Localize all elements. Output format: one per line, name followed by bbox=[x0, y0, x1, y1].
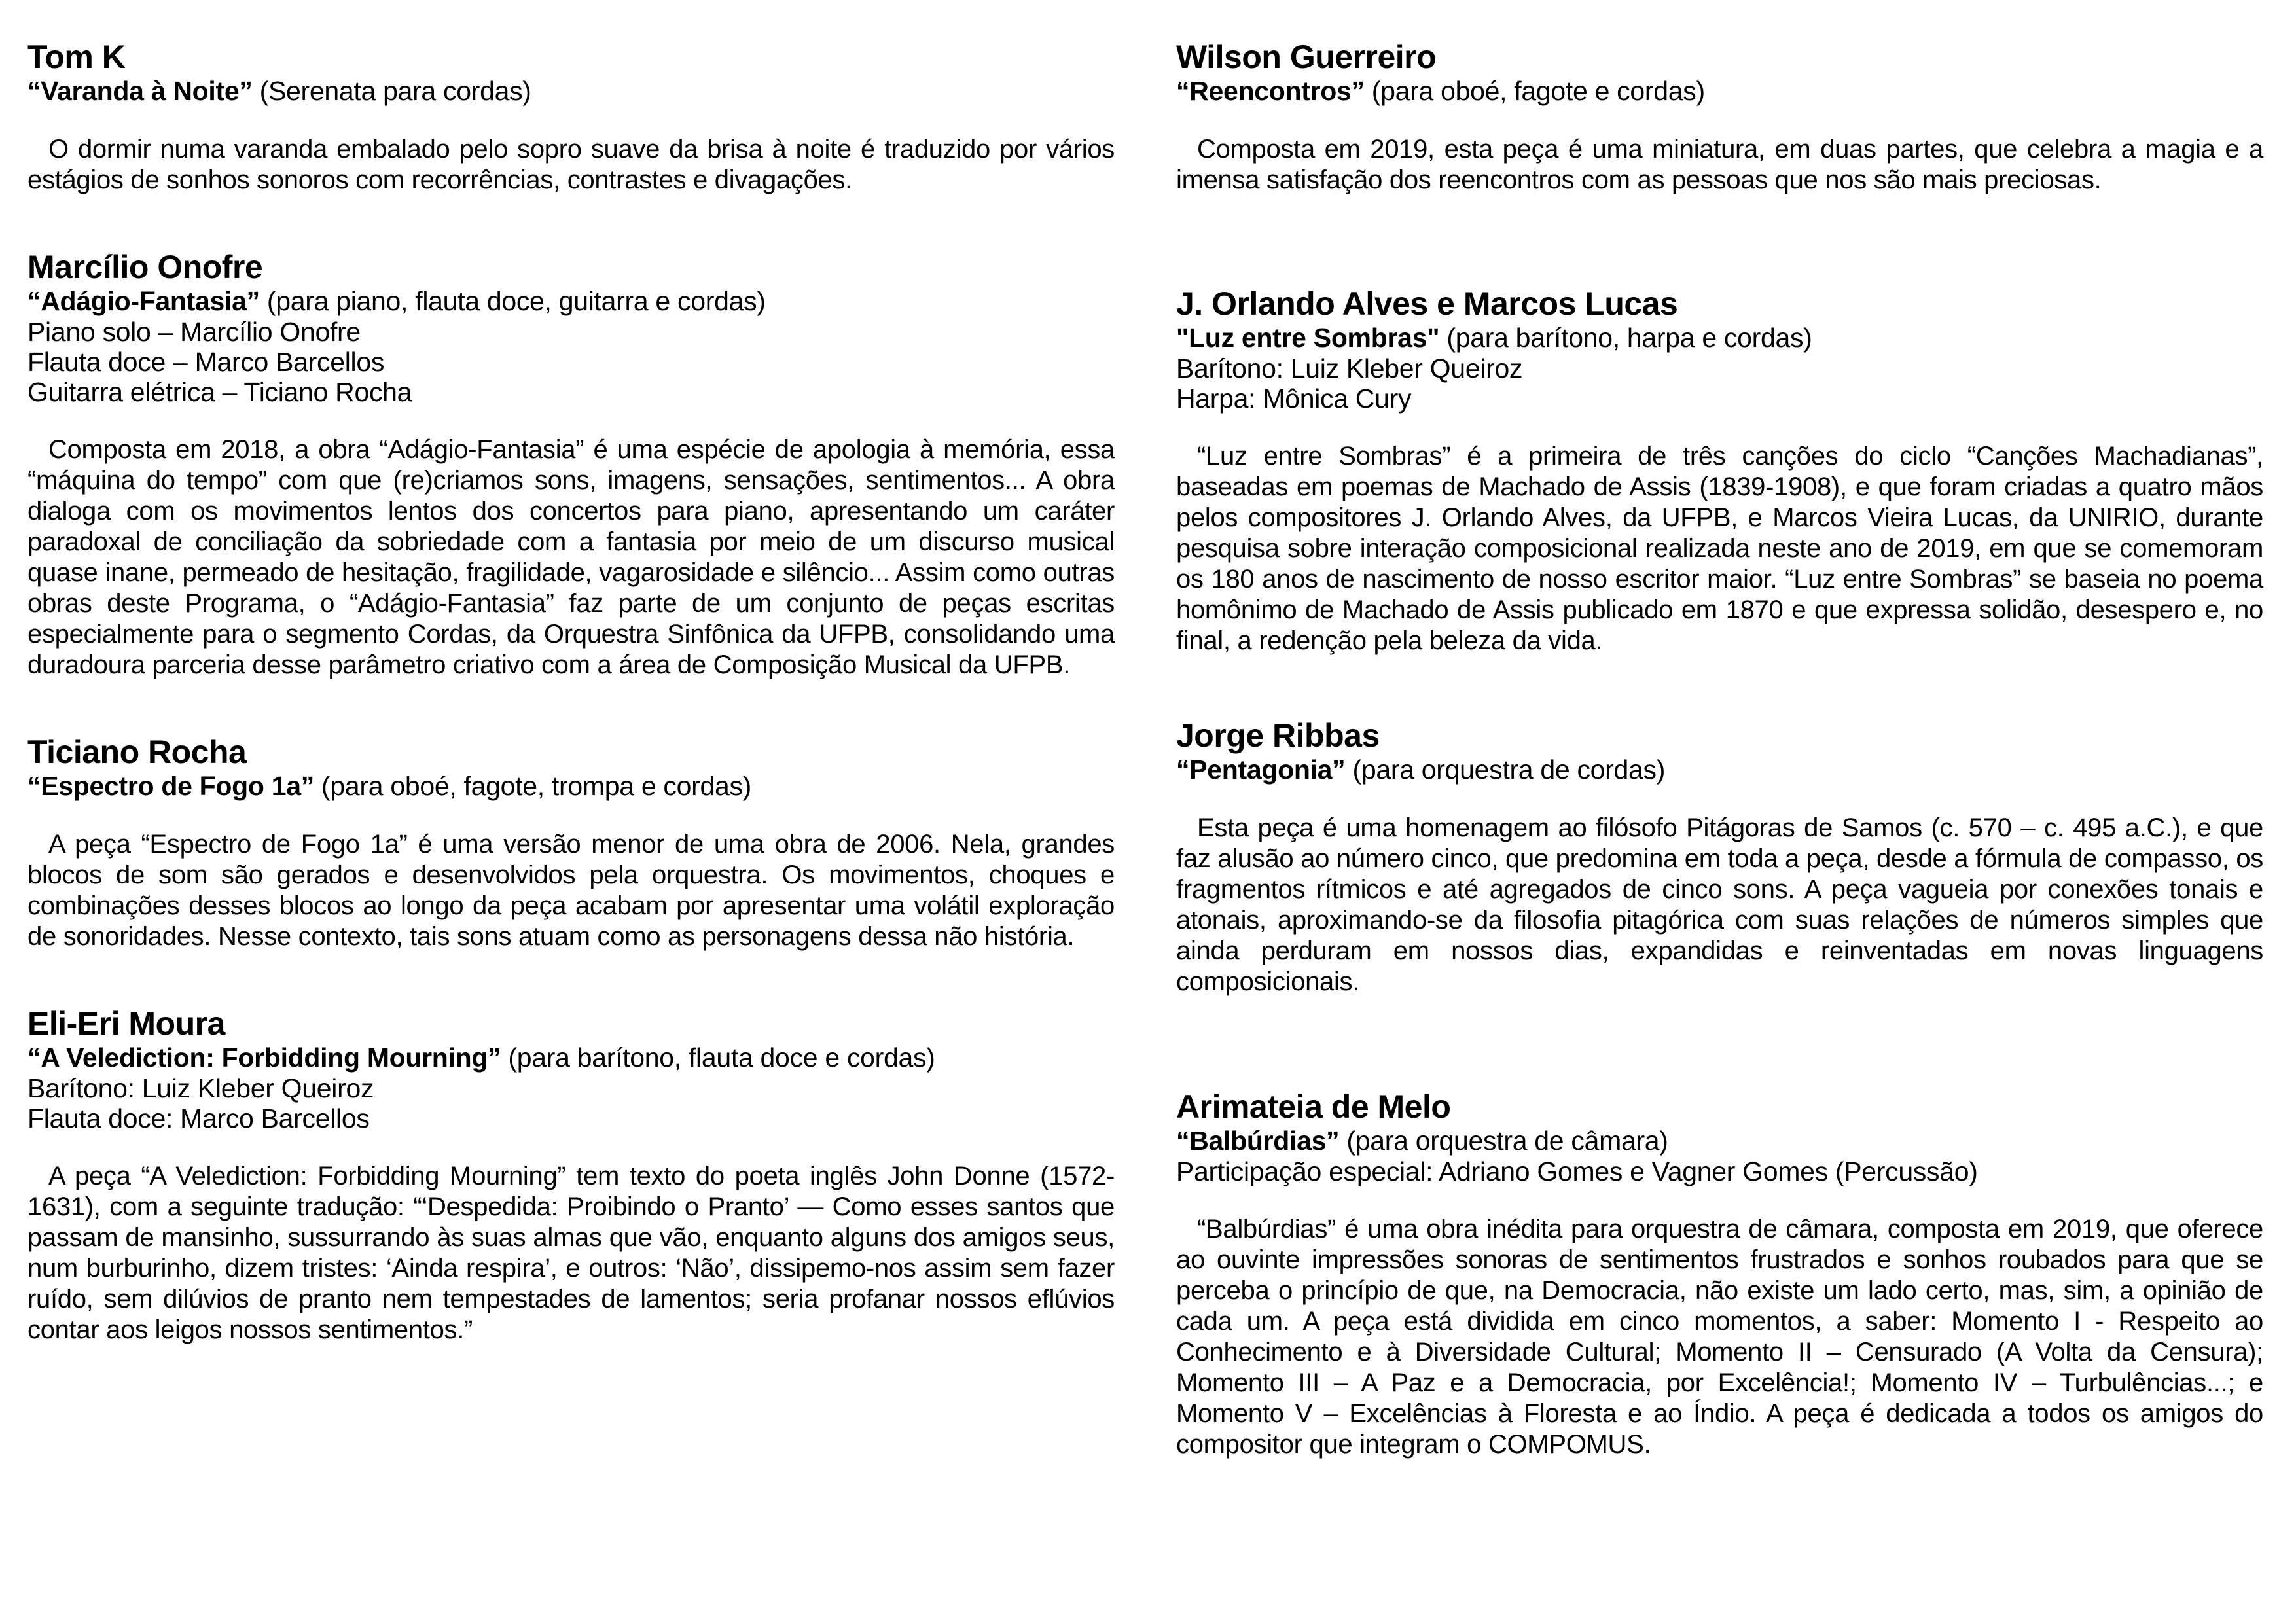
composer-name: Marcílio Onofre bbox=[27, 249, 263, 285]
piece-subtitle bbox=[27, 1043, 1115, 1073]
credit-line: Participação especial: Adriano Gomes e Vagner Gomes (Percussão) bbox=[1176, 1156, 1978, 1186]
composer-name: Jorge Ribbas bbox=[1176, 717, 1380, 754]
piece-description: A peça “Espectro de Fogo 1a” é uma versão menor de uma obra de 2006. Nela, grandes blocos de som são gerados e desenvolvidos pela orquestra. Os movimentos, choques e combinações desses blocos ao longo da peça acabam por apresentar uma volátil exploração de sonoridades. Nesse contexto, tais sons atuam como as personagens dessa não história. bbox=[27, 830, 1115, 951]
section-eli-eri-moura bbox=[27, 1005, 1115, 1346]
piece-description: O dormir numa varanda embalado pelo sopro suave da brisa à noite é traduzido por vários estágios de sonhos sonoros com recorrências, contrastes e divagações. bbox=[27, 135, 1115, 194]
left-column bbox=[27, 38, 1115, 1623]
piece-subtitle bbox=[27, 286, 1115, 317]
credit-line: Harpa: Mônica Cury bbox=[1176, 383, 1412, 414]
piece-title: “A Velediction: Forbidding Mourning” bbox=[27, 1043, 501, 1073]
piece-title: “Adágio-Fantasia” bbox=[27, 286, 260, 316]
piece-description: Composta em 2019, esta peça é uma miniatura, em duas partes, que celebra a magia e a imensa satisfação dos reencontros com as pessoas que nos são mais preciosas. bbox=[1176, 135, 2263, 194]
piece-title: “Balbúrdias” bbox=[1176, 1126, 1340, 1156]
piece-instrumentation: (para barítono, flauta doce e cordas) bbox=[501, 1043, 935, 1073]
piece-instrumentation: (para orquestra de câmara) bbox=[1339, 1126, 1668, 1156]
piece-description: “Balbúrdias” é uma obra inédita para orquestra de câmara, composta em 2019, que oferece ao ouvinte impressões sonoras de sentimentos frustrados e sonhos roubados para que se perceba o princípio de que, na Democracia, não existe um lado certo, mas, sim, a opinião de cada um. A peça está dividida em cinco momentos, a saber: Momento I - Respeito ao Conhecimento e à Diversidade Cultural; Momento II – Censurado (A Volta da Censura); Momento III – A Paz e a Democracia, por Excelência!; Momento IV – Turbulências...; e Momento V – Excelências à Floresta e ao Índio. A peça é dedicada a todos os amigos do compositor que integram o COMPOMUS. bbox=[1176, 1215, 2263, 1459]
section-ticiano-rocha bbox=[27, 733, 1115, 952]
section-arimateia-de-melo bbox=[1176, 1088, 2263, 1460]
section-tom-k bbox=[27, 38, 1115, 196]
piece-subtitle bbox=[27, 771, 1115, 802]
piece-title: “Espectro de Fogo 1a” bbox=[27, 771, 314, 801]
piece-subtitle bbox=[1176, 1126, 2263, 1156]
piece-instrumentation: (para barítono, harpa e cordas) bbox=[1439, 323, 1812, 353]
credit-line: Guitarra elétrica – Ticiano Rocha bbox=[27, 377, 412, 407]
piece-subtitle bbox=[1176, 755, 2263, 785]
composer-name: Arimateia de Melo bbox=[1176, 1088, 1451, 1125]
composer-name: Tom K bbox=[27, 39, 126, 75]
section-jorge-ribbas bbox=[1176, 717, 2263, 997]
section-marcilio-onofre bbox=[27, 248, 1115, 681]
piece-description: A peça “A Velediction: Forbidding Mourning” tem texto do poeta inglês John Donne (1572-1631), com a seguinte tradução: “‘Despedida: Proibindo o Pranto’ — Como esses santos que passam de mansinho, sussurrando às suas almas que vão, enquanto alguns dos amigos seus, num burburinho, dizem tristes: ‘Ainda respira’, e outros: ‘Não’, dissipemo-nos assim sem fazer ruído, sem dilúvios de pranto nem tempestades de lamentos; seria profanar nossos eflúvios contar aos leigos nossos sentimentos.” bbox=[27, 1162, 1115, 1344]
piece-description: “Luz entre Sombras” é a primeira de três canções do ciclo “Canções Machadianas”, baseadas em poemas de Machado de Assis (1839-1908), e que foram criadas a quatro mãos pelos compositores J. Orlando Alves, da UFPB, e Marcos Vieira Lucas, da UNIRIO, durante pesquisa sobre interação composicional realizada neste ano de 2019, em que se comemoram os 180 anos de nascimento de nosso escritor maior. “Luz entre Sombras” se baseia no poema homônimo de Machado de Assis publicado em 1870 e que expressa solidão, desespero e, no final, a redenção pela beleza da vida. bbox=[1176, 442, 2263, 655]
piece-description: Esta peça é uma homenagem ao filósofo Pitágoras de Samos (c. 570 – c. 495 a.C.), e que faz alusão ao número cinco, que predomina em toda a peça, desde a fórmula de compasso, os fragmentos rítmicos e até agregados de cinco sons. A peça vagueia por conexões tonais e atonais, aproximando-se da filosofia pitagórica com suas relações de números simples que ainda perduram em nossos dias, expandidas e reinventadas em novas linguagens composicionais. bbox=[1176, 813, 2263, 996]
composer-name: J. Orlando Alves e Marcos Lucas bbox=[1176, 285, 1678, 322]
piece-title: “Pentagonia” bbox=[1176, 755, 1346, 785]
section-wilson-guerreiro bbox=[1176, 38, 2263, 196]
credit-line: Flauta doce: Marco Barcellos bbox=[27, 1103, 370, 1133]
right-column bbox=[1176, 38, 2263, 1623]
piece-title: “Varanda à Noite” bbox=[27, 76, 253, 106]
credit-line: Piano solo – Marcílio Onofre bbox=[27, 317, 361, 347]
piece-instrumentation: (para oboé, fagote e cordas) bbox=[1364, 76, 1705, 106]
piece-subtitle bbox=[27, 76, 1115, 107]
piece-subtitle bbox=[1176, 323, 2263, 353]
piece-instrumentation: (para orquestra de cordas) bbox=[1345, 755, 1666, 785]
composer-name: Wilson Guerreiro bbox=[1176, 39, 1437, 75]
composer-name: Ticiano Rocha bbox=[27, 734, 247, 770]
credit-line: Barítono: Luiz Kleber Queiroz bbox=[27, 1073, 374, 1103]
piece-description: Composta em 2018, a obra “Adágio-Fantasia” é uma espécie de apologia à memória, essa “máquina do tempo” com que (re)criamos sons, imagens, sensações, sentimentos... A obra dialoga com os movimentos lentos dos concertos para piano, apresentando um caráter paradoxal de conciliação da sobriedade com a fantasia por meio de um discurso musical quase inane, permeado de hesitação, fragilidade, vagarosidade e silêncio... Assim como outras obras deste Programa, o “Adágio-Fantasia” faz parte de um conjunto de peças escritas especialmente para o segmento Cordas, da Orquestra Sinfônica da UFPB, consolidando uma duradoura parceria desse parâmetro criativo com a área de Composição Musical da UFPB. bbox=[27, 435, 1115, 679]
piece-instrumentation: (para piano, flauta doce, guitarra e cordas) bbox=[259, 286, 766, 316]
piece-instrumentation: (para oboé, fagote, trompa e cordas) bbox=[314, 771, 752, 801]
composer-name: Eli-Eri Moura bbox=[27, 1005, 225, 1042]
section-orlando-alves-marcos-lucas bbox=[1176, 285, 2263, 656]
piece-subtitle bbox=[1176, 76, 2263, 107]
piece-title: “Reencontros” bbox=[1176, 76, 1365, 106]
piece-instrumentation: (Serenata para cordas) bbox=[252, 76, 531, 106]
credit-line: Flauta doce – Marco Barcellos bbox=[27, 347, 385, 377]
credit-line: Barítono: Luiz Kleber Queiroz bbox=[1176, 353, 1523, 383]
piece-title: "Luz entre Sombras" bbox=[1176, 323, 1440, 353]
